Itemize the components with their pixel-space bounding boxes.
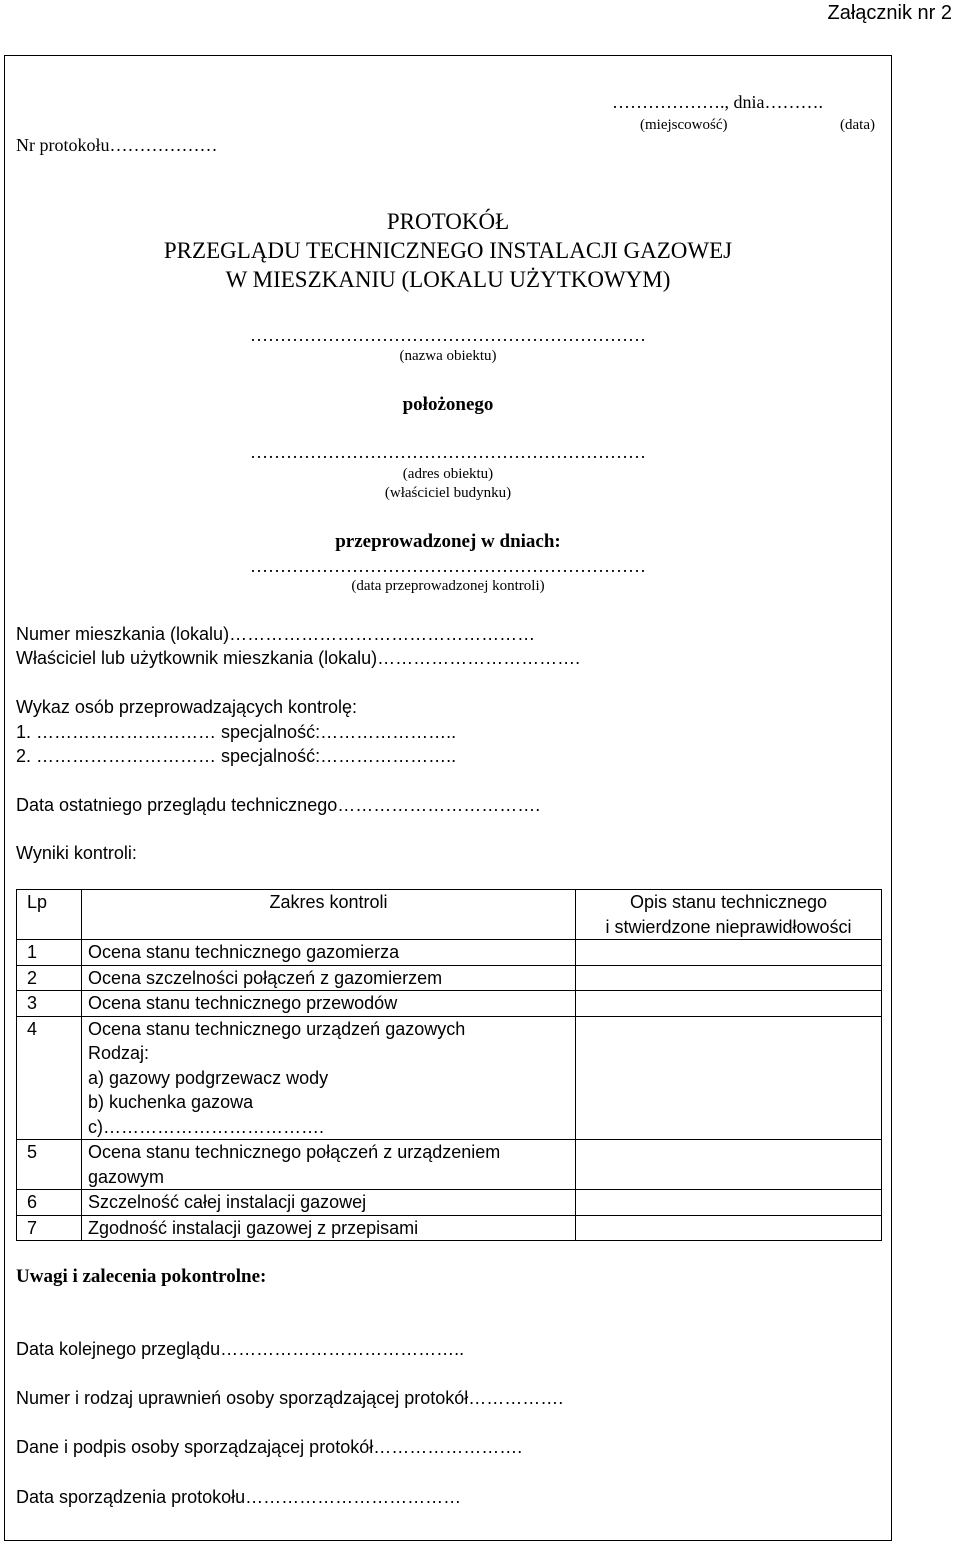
row-number: 3 (17, 991, 82, 1017)
table-row (17, 991, 882, 1017)
title-line-1: PROTOKÓŁ (386, 209, 510, 234)
header-description (576, 890, 882, 940)
row-scope (82, 965, 576, 991)
row-scope-line: Ocena stanu technicznego połączeń z urządzeniem (88, 1142, 501, 1162)
header-description-line-2: i stwierdzone nieprawidłowości (605, 916, 852, 937)
row-scope-line: Szczelność całej instalacji gazowej (88, 1192, 367, 1212)
address-dots: ………………………………………………………… (250, 442, 646, 462)
next-inspection-field: Data kolejnego przeglądu………………………………….. (16, 1339, 465, 1359)
row-scope-line: Ocena szczelności połączeń z gazomierzem (88, 967, 443, 988)
row-description-cell (576, 1190, 882, 1216)
place-caption: (miejscowość) (640, 117, 728, 133)
table-row (17, 1016, 882, 1140)
row-scope (82, 991, 576, 1017)
annex-label: Załącznik nr 2 (827, 2, 952, 24)
inspector-1-field: 1. ………………………… specjalność:………………….. (16, 722, 457, 742)
protocol-date-field: Data sporządzenia protokołu……………………………… (16, 1487, 462, 1507)
row-description-cell (576, 940, 882, 966)
table-row (17, 1215, 882, 1241)
title-line-2: PRZEGLĄDU TECHNICZNEGO INSTALACJI GAZOWEJ (163, 238, 733, 263)
table-row (17, 965, 882, 991)
row-scope-line: b) kuchenka gazowa (88, 1092, 254, 1112)
row-scope (82, 1215, 576, 1241)
row-description-cell (576, 991, 882, 1017)
located-label: położonego (402, 394, 494, 415)
row-scope-line: Rodzaj: (88, 1043, 150, 1063)
table-row (17, 1190, 882, 1216)
row-number: 2 (17, 965, 82, 991)
table-header-row (17, 890, 882, 940)
owner-field: Właściciel lub użytkownik mieszkania (lokalu)……………………………. (16, 648, 581, 668)
row-scope-line: c)………………………………. (88, 1116, 324, 1137)
last-inspection-field: Data ostatniego przeglądu technicznego……………………………. (16, 795, 541, 815)
row-number: 4 (17, 1016, 82, 1140)
header-scope: Zakres kontroli (82, 890, 576, 940)
inspectors-label: Wykaz osób przeprowadzających kontrolę: (16, 697, 357, 717)
apartment-number-field: Numer mieszkania (lokalu)…………………………………………… (16, 624, 536, 644)
protocol-number-field: Nr protokołu……………… (16, 135, 218, 155)
row-scope (82, 940, 576, 966)
place-date-field: ………………., dnia………. (612, 92, 823, 112)
dates-caption: (data przeprowadzonej kontroli) (351, 578, 545, 594)
results-label: Wyniki kontroli: (16, 843, 137, 863)
row-scope (82, 1016, 576, 1140)
remarks-label: Uwagi i zalecenia pokontrolne: (16, 1266, 267, 1287)
row-scope-line: gazowym (88, 1166, 165, 1187)
row-description-cell (576, 965, 882, 991)
object-name-dots: ………………………………………………………… (250, 325, 646, 345)
qualifications-field: Numer i rodzaj uprawnień osoby sporządzającej protokół……………. (16, 1388, 564, 1408)
row-number: 7 (17, 1215, 82, 1241)
title-line-3: W MIESZKANIU (LOKALU UŻYTKOWYM) (225, 267, 671, 292)
row-description-cell (576, 1016, 882, 1140)
inspector-2-field: 2. ………………………… specjalność:………………….. (16, 746, 457, 766)
table-row (17, 940, 882, 966)
row-scope-line: Ocena stanu technicznego przewodów (88, 993, 398, 1013)
row-number: 6 (17, 1190, 82, 1216)
object-name-caption: (nazwa obiektu) (399, 348, 497, 364)
dates-dots: ………………………………………………………… (250, 556, 646, 576)
row-scope-line: Zgodność instalacji gazowej z przepisami (88, 1217, 419, 1238)
conducted-label: przeprowadzonej w dniach: (335, 531, 561, 552)
inspection-table (16, 889, 882, 1241)
row-number: 5 (17, 1140, 82, 1190)
signature-field: Dane i podpis osoby sporządzającej protokół……………………. (16, 1437, 523, 1457)
date-caption: (data) (840, 117, 875, 133)
header-lp: Lp (17, 890, 82, 940)
row-description-cell (576, 1140, 882, 1190)
address-caption: (adres obiektu) (402, 466, 494, 482)
owner-caption: (właściciel budynku) (384, 485, 512, 501)
table-row (17, 1140, 882, 1190)
row-scope-line: Ocena stanu technicznego gazomierza (88, 942, 400, 962)
row-scope-line: Ocena stanu technicznego urządzeń gazowych (88, 1018, 466, 1039)
header-description-line-1: Opis stanu technicznego (629, 892, 828, 912)
row-number: 1 (17, 940, 82, 966)
row-scope-line: a) gazowy podgrzewacz wody (88, 1067, 329, 1088)
row-scope (82, 1140, 576, 1190)
row-description-cell (576, 1215, 882, 1241)
row-scope (82, 1190, 576, 1216)
